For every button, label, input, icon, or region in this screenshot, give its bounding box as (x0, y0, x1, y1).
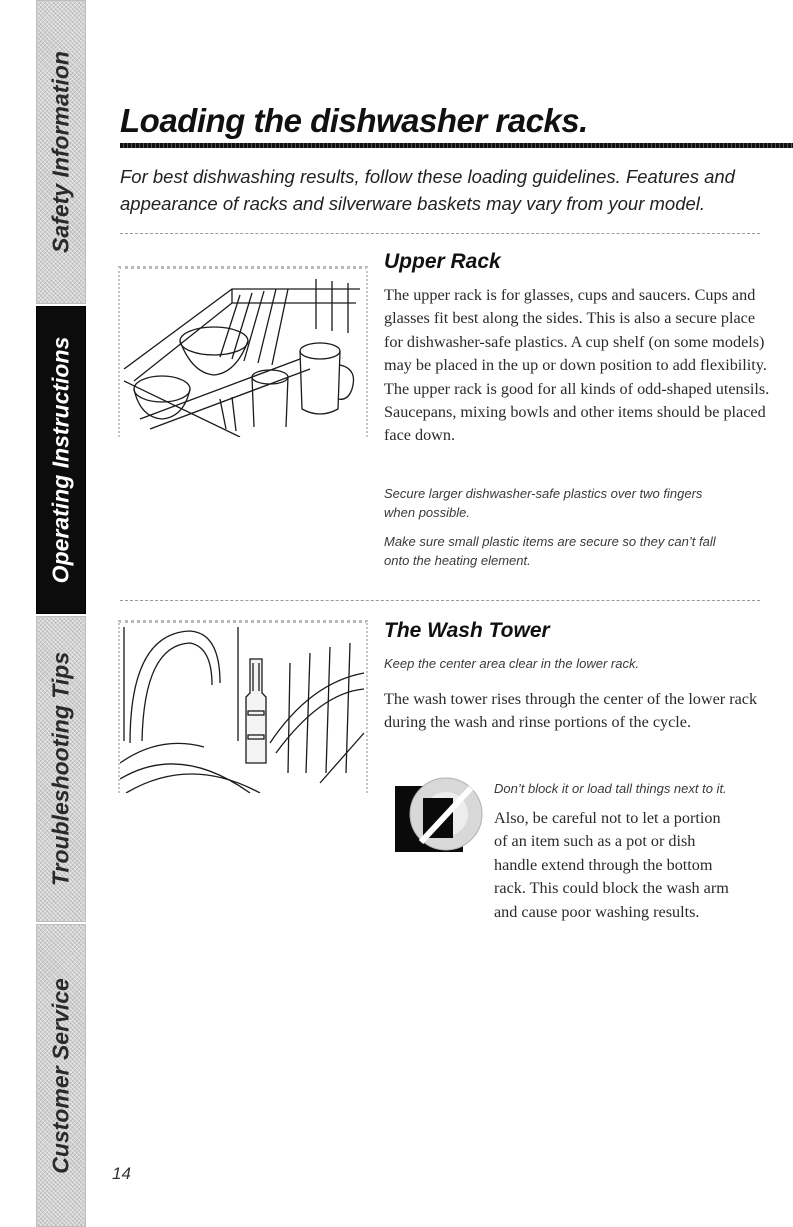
upper-rack-note-heating-element: Make sure small plastic items are secure so they can’t fall onto the heating element. (384, 534, 716, 568)
wash-tower-warning-body: Also, be careful not to let a portion of an item such as a pot or dish handle extend through the bottom rack. This could block the wash arm and cause poor washing results. (494, 809, 729, 921)
tab-safety-information[interactable] (36, 0, 86, 304)
section-divider (120, 233, 760, 234)
wash-tower-drawing (120, 623, 366, 793)
wash-tower-body: The wash tower rises through the center of the lower rack during the wash and rinse portions of the cycle. (384, 690, 758, 732)
tab-label: Customer Service (47, 977, 74, 1174)
upper-rack-illustration (118, 266, 368, 437)
tab-troubleshooting-tips[interactable] (36, 616, 86, 922)
tab-operating-instructions[interactable] (36, 306, 86, 614)
tab-customer-service[interactable] (36, 924, 86, 1227)
side-tab-strip (0, 0, 88, 1225)
upper-rack-note-plastics: Secure larger dishwasher-safe plastics over two fingers when possible. (384, 486, 703, 520)
section-divider (120, 600, 760, 601)
upper-rack-body: The upper rack is for glasses, cups and saucers. Cups and glasses fit best along the sides. This is also a secure place for dishwasher-safe plastics. A cup shelf (on some models) may be placed in the up or down position to add flexibility. The upper rack is good for all kinds of odd-shaped utensils. Saucepans, mixing bowls and other items should be placed face down. (384, 286, 770, 445)
upper-rack-drawing (120, 269, 366, 437)
page-number: 14 (112, 1164, 131, 1183)
tab-label: Operating Instructions (47, 336, 74, 584)
intro-text: For best dishwashing results, follow these loading guidelines. Features and appearance of racks and silverware baskets may vary from your model. (120, 166, 735, 214)
wash-tower-illustration (118, 620, 368, 793)
wash-tower-heading: The Wash Tower (384, 619, 550, 642)
upper-rack-heading: Upper Rack (384, 250, 501, 273)
prohibition-icon (393, 774, 487, 862)
page-title: Loading the dishwasher racks. (120, 102, 588, 139)
wash-tower-note-center-clear: Keep the center area clear in the lower rack. (384, 656, 640, 671)
wash-tower-warning-note: Don’t block it or load tall things next to it. (494, 781, 727, 796)
tab-label: Safety Information (47, 51, 74, 253)
tab-label: Troubleshooting Tips (47, 651, 74, 887)
title-rule (120, 143, 793, 148)
